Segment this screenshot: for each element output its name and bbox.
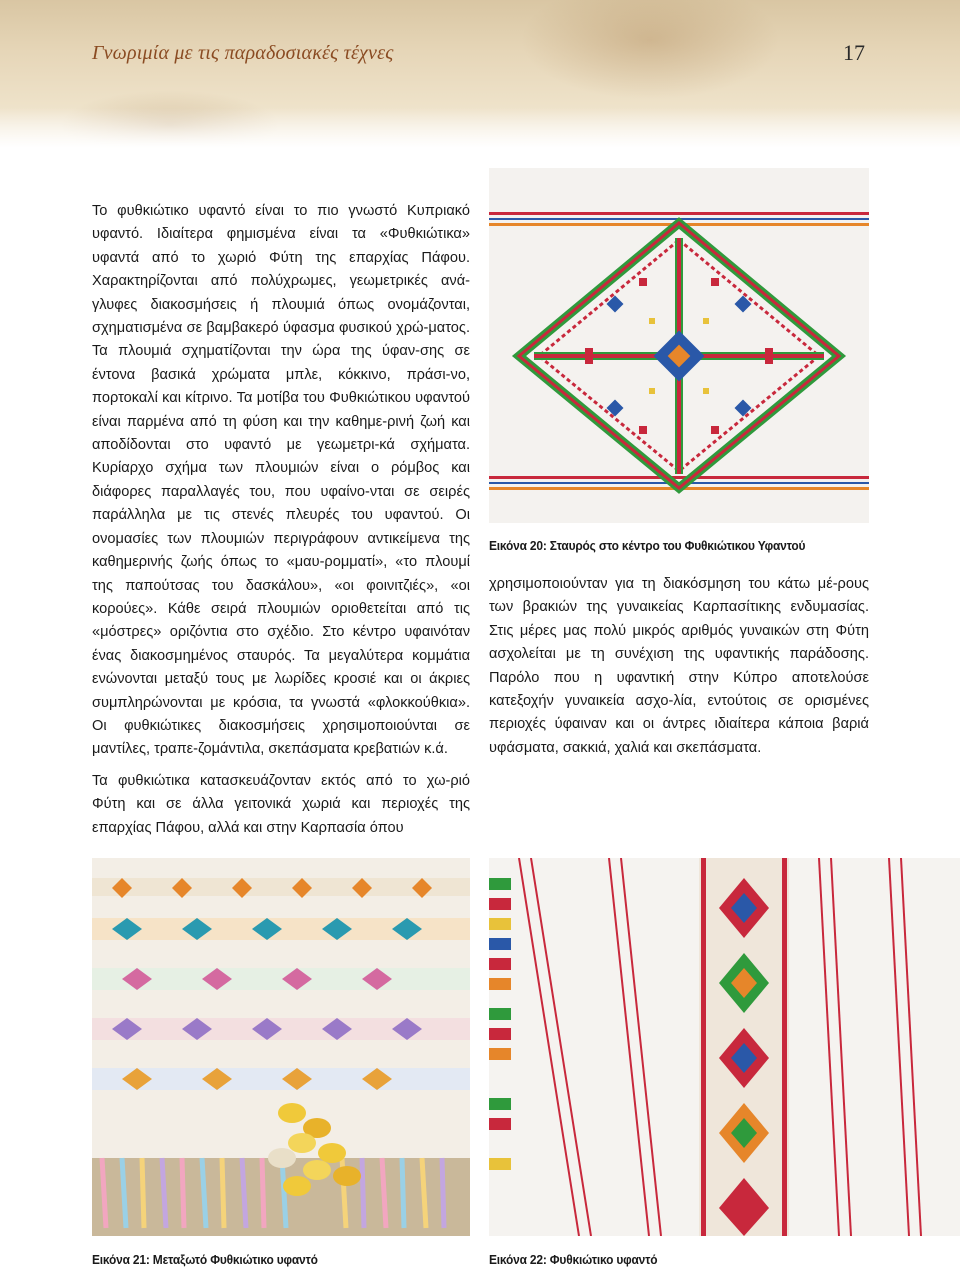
fythkiotiko-weaving-illustration [489,858,960,1236]
right-text-column [489,573,869,760]
figure-22-photo [489,858,960,1236]
figure-21-caption: Εικόνα 21: Μεταξωτό Φυθκιώτικο υφαντό [92,1252,318,1267]
header-banner [0,0,960,150]
figure-20-caption: Εικόνα 20: Σταυρός στο κέντρο του Φυθκιώτικου Υφαντού [489,538,806,553]
body-paragraph: χρησιμοποιούνταν για τη διακόσμηση του κάτω μέ-ρους των βρακιών της γυναικείας Καρπασίτικης ενδυμασίας. Στις μέρες μας πολύ μικρός αριθμός γυναικών στη Φύτη ασχολείται με τη συνέχιση της υφαντικής παράδοσης. Παρόλο που η υφαντική στην Κύπρο αποτελούσε κατεξοχήν γυναικεία ασχο-λία, εντούτοις σε ορισμένες περιοχές ύφαιναν και οι άντρες ιδιαίτερα κάποια βαριά υφάσματα, σακκιά, χαλιά και σκεπάσματα. [489,576,869,756]
left-text-column [92,200,470,840]
parchment-stain [520,0,780,100]
section-title: Γνωριμία με τις παραδοσιακές τέχνες [92,42,394,64]
body-paragraph: Τα φυθκιώτικα κατασκευάζονταν εκτός από το χω-ριό Φύτη και σε άλλα γειτονικά χωριά και περιοχές της επαρχίας Πάφου, αλλά και στην Καρπασία όπου [92,772,470,836]
figure-20-photo [489,168,869,523]
body-paragraph: Το φυθκιώτικο υφαντό είναι το πιο γνωστό Κυπριακό υφαντό. Ιδιαίτερα φημισμένα είναι τα «Φυθκιώτικα» υφαντά από το χωριό Φύτη της επαρχίας Πάφου. Χαρακτηρίζονται από πολύχρωμες, γεωμετρικές ανά-γλυφες διακοσμήσεις ή πλουμιά όπως ονομάζονται, σχηματισμένα σε βαμβακερό ύφασμα φυσικού χρώ-ματος. Τα πλουμιά σχηματίζονται την ώρα της ύφαν-σης σε έντονα βασικά χρώματα μπλε, κόκκινο, πράσι-νο, πορτοκαλί και κίτρινο. Τα μοτίβα του Φυθκιώτικου υφαντού είναι παρμένα από τη φύση και την καθημε-ρινή ζωή και αποδίδονται στο υφαντό με γεωμετρι-κά σχήματα. Κυρίαρχο σχήμα των πλουμιών είναι ο ρόμβος και διάφορες παραλλαγές του, που υφαίνο-νται σε σειρές παράλληλα με τις στενές πλευρές του υφαντού. Οι ονομασίες των πλουμιών περιγράφουν αντικείμενα της καθημερινής ζωής όπως το «μαυ-ρομματί», «το πλουμί της παπούτσας του δασκάλου», «οι φοινιτζιές», «οι κορούες». Κάθε σειρά πλουμιών οριοθετείται από τις «μόστρες» οριζόντια στο σχέδιο. Στο κέντρο υφαινόταν ένας διακοσμημένος σταυρός. Τα μεγαλύτερα κομμάτια ενώνονται μεταξύ τους με λωρίδες κροσιέ και οι άκριες συμπληρώνονται με κρόσια, τα γνωστά «φλοκκούθκια». Οι φυθκιώτικες διακοσμήσεις χρησιμοποιούνται σε μαντίλες, τραπε-ζομάντιλα, σκεπάσματα κρεβατιών κ.ά. [92,203,470,758]
figure-22-caption: Εικόνα 22: Φυθκιώτικο υφαντό [489,1252,658,1267]
figure-21-photo [92,858,470,1236]
silk-weaving-illustration [92,858,470,1236]
woven-cross-illustration [489,168,869,523]
parchment-fade [0,108,960,150]
page-number: 17 [843,40,865,65]
